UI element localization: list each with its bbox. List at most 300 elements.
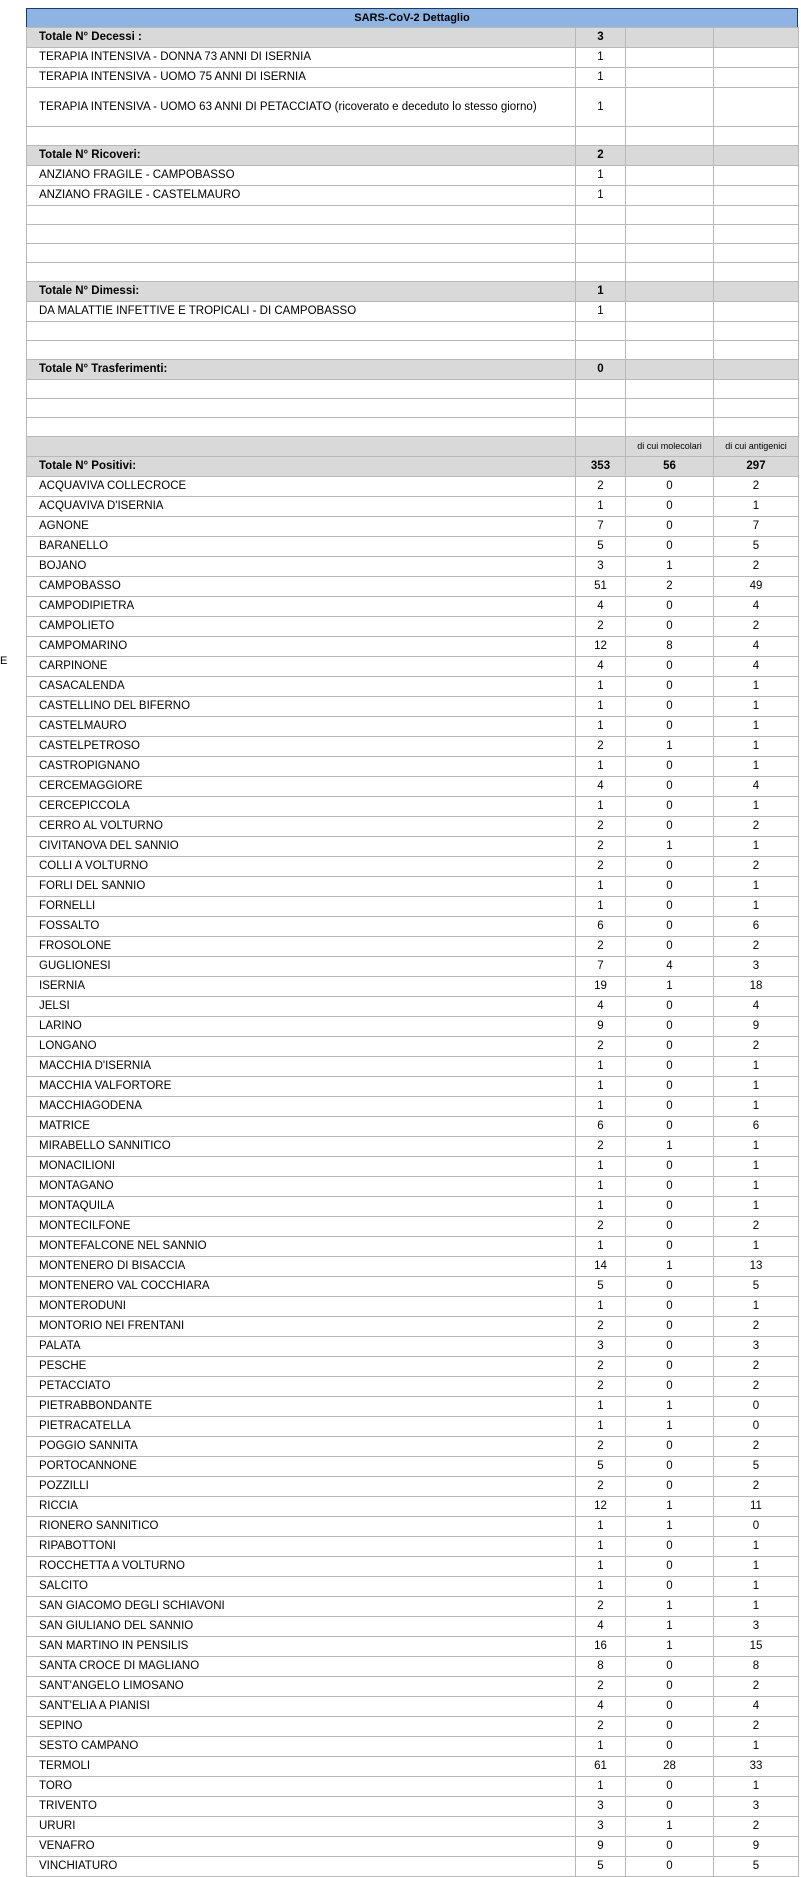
row-antigenici: [714, 302, 799, 322]
row-molecolari: 8: [626, 637, 714, 657]
row-label: Totale N° Positivi:: [27, 457, 576, 477]
row-label: MONTECILFONE: [27, 1217, 576, 1237]
comune-row: [27, 1497, 799, 1517]
row-label: PETACCIATO: [27, 1377, 576, 1397]
row-molecolari: 1: [626, 1617, 714, 1637]
ricoveri-header: [27, 146, 799, 166]
row-antigenici: 2: [714, 617, 799, 637]
row-antigenici: [714, 282, 799, 302]
row-molecolari: 0: [626, 777, 714, 797]
row-antigenici: 9: [714, 1837, 799, 1857]
row-molecolari: [626, 88, 714, 127]
row-molecolari: 0: [626, 857, 714, 877]
row-label: PIETRABBONDANTE: [27, 1397, 576, 1417]
row-antigenici: 4: [714, 777, 799, 797]
row-label: [27, 244, 576, 263]
row-total: 2: [576, 1037, 626, 1057]
comune-row: [27, 1197, 799, 1217]
row-total: 12: [576, 637, 626, 657]
row-molecolari: 0: [626, 817, 714, 837]
row-label: MONTERODUNI: [27, 1297, 576, 1317]
row-molecolari: 0: [626, 597, 714, 617]
row-total: 3: [576, 557, 626, 577]
row-molecolari: 0: [626, 1077, 714, 1097]
comune-row: [27, 1437, 799, 1457]
row-antigenici: [714, 341, 799, 360]
row-antigenici: 18: [714, 977, 799, 997]
comune-row: [27, 1117, 799, 1137]
row-antigenici: 2: [714, 1317, 799, 1337]
row-total: 1: [576, 166, 626, 186]
row-total: 3: [576, 1817, 626, 1837]
row-molecolari: 0: [626, 1777, 714, 1797]
row-label: PIETRACATELLA: [27, 1417, 576, 1437]
row-label: Totale N° Ricoveri:: [27, 146, 576, 166]
row-total: 2: [576, 1137, 626, 1157]
row-antigenici: 1: [714, 1137, 799, 1157]
comune-row: [27, 1397, 799, 1417]
row-molecolari: 0: [626, 1297, 714, 1317]
row-antigenici: [714, 263, 799, 282]
row-molecolari: 0: [626, 1697, 714, 1717]
row-label: DA MALATTIE INFETTIVE E TROPICALI - DI CAMPOBASSO: [27, 302, 576, 322]
row-molecolari: 0: [626, 1337, 714, 1357]
row-total: 1: [576, 1057, 626, 1077]
row-total: [576, 127, 626, 146]
row-antigenici: 1: [714, 737, 799, 757]
empty-row: [27, 206, 799, 225]
row-antigenici: 2: [714, 1217, 799, 1237]
row-label: RIONERO SANNITICO: [27, 1517, 576, 1537]
row-label: CASTELLINO DEL BIFERNO: [27, 697, 576, 717]
row-antigenici: 1: [714, 1177, 799, 1197]
row-molecolari: [626, 302, 714, 322]
row-label: [27, 322, 576, 341]
row-label: MONTAGANO: [27, 1177, 576, 1197]
row-total: 2: [576, 1717, 626, 1737]
row-antigenici: [714, 88, 799, 127]
decesso-item: [27, 88, 799, 127]
row-total: 1: [576, 48, 626, 68]
row-label: LARINO: [27, 1017, 576, 1037]
row-molecolari: 0: [626, 757, 714, 777]
row-label: POGGIO SANNITA: [27, 1437, 576, 1457]
row-antigenici: 1: [714, 1297, 799, 1317]
row-antigenici: 1: [714, 1597, 799, 1617]
row-antigenici: 1: [714, 1057, 799, 1077]
row-total: 6: [576, 1117, 626, 1137]
row-molecolari: 0: [626, 697, 714, 717]
comune-row: [27, 1217, 799, 1237]
row-total: 1: [576, 1297, 626, 1317]
row-molecolari: [626, 225, 714, 244]
row-label: [27, 263, 576, 282]
row-antigenici: 4: [714, 997, 799, 1017]
row-total: 1: [576, 1197, 626, 1217]
comune-row: [27, 677, 799, 697]
comune-row: [27, 1337, 799, 1357]
row-antigenici: 4: [714, 1697, 799, 1717]
row-label: SAN MARTINO IN PENSILIS: [27, 1637, 576, 1657]
row-molecolari: 0: [626, 1217, 714, 1237]
row-molecolari: 0: [626, 717, 714, 737]
row-label: CASACALENDA: [27, 677, 576, 697]
row-total: 7: [576, 517, 626, 537]
row-total: 1: [576, 717, 626, 737]
row-total: 2: [576, 837, 626, 857]
row-total: 12: [576, 1497, 626, 1517]
row-label: [27, 380, 576, 399]
row-total: 5: [576, 1457, 626, 1477]
row-label: URURI: [27, 1817, 576, 1837]
row-label: Totale N° Decessi :: [27, 28, 576, 48]
row-label: CERRO AL VOLTURNO: [27, 817, 576, 837]
row-antigenici: 1: [714, 1157, 799, 1177]
row-molecolari: [626, 244, 714, 263]
row-molecolari: 0: [626, 877, 714, 897]
row-molecolari: 0: [626, 537, 714, 557]
row-antigenici: 1: [714, 677, 799, 697]
row-antigenici: 2: [714, 1817, 799, 1837]
row-label: TERAPIA INTENSIVA - UOMO 63 ANNI DI PETACCIATO (ricoverato e deceduto lo stesso giorno): [27, 88, 576, 127]
row-total: 1: [576, 1097, 626, 1117]
row-antigenici: 1: [714, 1737, 799, 1757]
row-antigenici: 297: [714, 457, 799, 477]
row-total: 2: [576, 737, 626, 757]
comune-row: [27, 1857, 799, 1877]
comune-row: [27, 1477, 799, 1497]
row-total: [576, 418, 626, 437]
row-antigenici: 1: [714, 837, 799, 857]
row-antigenici: 1: [714, 1197, 799, 1217]
row-total: 61: [576, 1757, 626, 1777]
row-molecolari: 1: [626, 1417, 714, 1437]
row-total: 6: [576, 917, 626, 937]
row-label: ANZIANO FRAGILE - CASTELMAURO: [27, 186, 576, 206]
row-label: SAN GIACOMO DEGLI SCHIAVONI: [27, 1597, 576, 1617]
row-label: FORLI DEL SANNIO: [27, 877, 576, 897]
row-molecolari: 0: [626, 1037, 714, 1057]
row-antigenici: [714, 146, 799, 166]
decesso-item: [27, 68, 799, 88]
row-label: LONGANO: [27, 1037, 576, 1057]
row-label: [27, 437, 576, 457]
row-total: 2: [576, 1317, 626, 1337]
row-molecolari: 0: [626, 937, 714, 957]
row-total: 3: [576, 1797, 626, 1817]
comune-row: [27, 1297, 799, 1317]
comune-row: [27, 1597, 799, 1617]
comune-row: [27, 1697, 799, 1717]
comune-row: [27, 1057, 799, 1077]
comune-row: [27, 617, 799, 637]
row-total: 1: [576, 697, 626, 717]
row-molecolari: 0: [626, 1577, 714, 1597]
row-antigenici: 11: [714, 1497, 799, 1517]
row-total: 1: [576, 797, 626, 817]
comune-row: [27, 1517, 799, 1537]
empty-row: [27, 418, 799, 437]
row-molecolari: 0: [626, 1097, 714, 1117]
comune-row: [27, 1777, 799, 1797]
row-label: MONTAQUILA: [27, 1197, 576, 1217]
row-antigenici: [714, 322, 799, 341]
row-total: 2: [576, 1677, 626, 1697]
row-label: Totale N° Dimessi:: [27, 282, 576, 302]
empty-row: [27, 322, 799, 341]
row-total: 2: [576, 937, 626, 957]
row-total: 5: [576, 1277, 626, 1297]
row-molecolari: 56: [626, 457, 714, 477]
row-label: POZZILLI: [27, 1477, 576, 1497]
row-total: 2: [576, 1437, 626, 1457]
empty-row: [27, 341, 799, 360]
row-total: 3: [576, 28, 626, 48]
row-antigenici: 1: [714, 757, 799, 777]
row-antigenici: 0: [714, 1417, 799, 1437]
row-total: [576, 244, 626, 263]
row-antigenici: 2: [714, 477, 799, 497]
comune-row: [27, 637, 799, 657]
row-antigenici: 6: [714, 1117, 799, 1137]
row-label: [27, 341, 576, 360]
row-molecolari: 1: [626, 1597, 714, 1617]
row-molecolari: 0: [626, 1357, 714, 1377]
row-antigenici: [714, 127, 799, 146]
row-total: 2: [576, 857, 626, 877]
row-antigenici: 3: [714, 957, 799, 977]
row-antigenici: 3: [714, 1797, 799, 1817]
row-antigenici: 3: [714, 1337, 799, 1357]
comune-row: [27, 517, 799, 537]
row-label: ANZIANO FRAGILE - CAMPOBASSO: [27, 166, 576, 186]
row-label: CASTELPETROSO: [27, 737, 576, 757]
comune-row: [27, 757, 799, 777]
row-antigenici: 1: [714, 797, 799, 817]
row-total: [576, 380, 626, 399]
row-label: CAMPOLIETO: [27, 617, 576, 637]
row-molecolari: 0: [626, 677, 714, 697]
row-antigenici: 2: [714, 1717, 799, 1737]
comune-row: [27, 1577, 799, 1597]
row-antigenici: 5: [714, 1457, 799, 1477]
row-molecolari: 1: [626, 557, 714, 577]
row-antigenici: [714, 206, 799, 225]
row-label: FOSSALTO: [27, 917, 576, 937]
row-molecolari: 2: [626, 577, 714, 597]
row-total: 5: [576, 1857, 626, 1877]
row-label: TERMOLI: [27, 1757, 576, 1777]
row-total: 1: [576, 186, 626, 206]
row-molecolari: 0: [626, 1557, 714, 1577]
row-total: 9: [576, 1837, 626, 1857]
comune-row: [27, 937, 799, 957]
row-total: 1: [576, 757, 626, 777]
comune-row: [27, 537, 799, 557]
row-label: CAMPOMARINO: [27, 637, 576, 657]
row-molecolari: 0: [626, 617, 714, 637]
row-molecolari: 0: [626, 1157, 714, 1177]
row-antigenici: 1: [714, 897, 799, 917]
row-total: 2: [576, 1597, 626, 1617]
row-molecolari: [626, 127, 714, 146]
row-molecolari: 0: [626, 517, 714, 537]
row-total: 9: [576, 1017, 626, 1037]
row-molecolari: 0: [626, 1177, 714, 1197]
row-label: VINCHIATURO: [27, 1857, 576, 1877]
row-label: ISERNIA: [27, 977, 576, 997]
comune-row: [27, 1317, 799, 1337]
row-molecolari: 1: [626, 977, 714, 997]
row-molecolari: 0: [626, 497, 714, 517]
row-total: 1: [576, 1557, 626, 1577]
row-total: 1: [576, 1777, 626, 1797]
comune-row: [27, 917, 799, 937]
row-total: 7: [576, 957, 626, 977]
row-antigenici: 1: [714, 697, 799, 717]
row-molecolari: 0: [626, 1197, 714, 1217]
row-antigenici: 1: [714, 1577, 799, 1597]
comune-row: [27, 697, 799, 717]
row-total: [576, 437, 626, 457]
row-total: [576, 225, 626, 244]
row-molecolari: 0: [626, 1437, 714, 1457]
row-molecolari: [626, 418, 714, 437]
row-label: MONACILIONI: [27, 1157, 576, 1177]
row-molecolari: 1: [626, 1497, 714, 1517]
row-total: 2: [576, 1217, 626, 1237]
row-total: 19: [576, 977, 626, 997]
row-molecolari: 0: [626, 917, 714, 937]
row-antigenici: 4: [714, 657, 799, 677]
comune-row: [27, 877, 799, 897]
row-antigenici: 4: [714, 637, 799, 657]
row-antigenici: 0: [714, 1517, 799, 1537]
row-molecolari: 0: [626, 797, 714, 817]
row-label: BARANELLO: [27, 537, 576, 557]
empty-row: [27, 244, 799, 263]
comune-row: [27, 857, 799, 877]
row-label: BOJANO: [27, 557, 576, 577]
row-label: TERAPIA INTENSIVA - UOMO 75 ANNI DI ISERNIA: [27, 68, 576, 88]
positivi-total: [27, 457, 799, 477]
comune-row: [27, 1617, 799, 1637]
row-total: 1: [576, 897, 626, 917]
row-label: [27, 399, 576, 418]
row-total: 1: [576, 68, 626, 88]
row-label: SAN GIULIANO DEL SANNIO: [27, 1617, 576, 1637]
row-label: SANTA CROCE DI MAGLIANO: [27, 1657, 576, 1677]
row-label: RIPABOTTONI: [27, 1537, 576, 1557]
row-antigenici: 33: [714, 1757, 799, 1777]
row-molecolari: 0: [626, 657, 714, 677]
row-molecolari: 0: [626, 1057, 714, 1077]
comune-row: [27, 817, 799, 837]
row-total: 51: [576, 577, 626, 597]
row-antigenici: 1: [714, 1557, 799, 1577]
row-molecolari: 0: [626, 1117, 714, 1137]
row-label: CIVITANOVA DEL SANNIO: [27, 837, 576, 857]
row-antigenici: 1: [714, 1077, 799, 1097]
row-total: 1: [576, 1157, 626, 1177]
row-molecolari: 0: [626, 1677, 714, 1697]
comune-row: [27, 657, 799, 677]
row-molecolari: [626, 360, 714, 380]
row-label: CARPINONE: [27, 657, 576, 677]
comune-row: [27, 797, 799, 817]
row-label: FROSOLONE: [27, 937, 576, 957]
comune-row: [27, 897, 799, 917]
row-label: CAMPOBASSO: [27, 577, 576, 597]
row-molecolari: 1: [626, 1137, 714, 1157]
row-total: [576, 322, 626, 341]
row-molecolari: 0: [626, 1537, 714, 1557]
empty-row: [27, 263, 799, 282]
row-total: 1: [576, 1517, 626, 1537]
comune-row: [27, 957, 799, 977]
comune-row: [27, 977, 799, 997]
comune-row: [27, 777, 799, 797]
comune-row: [27, 1077, 799, 1097]
row-antigenici: 13: [714, 1257, 799, 1277]
row-molecolari: [626, 166, 714, 186]
comune-row: [27, 577, 799, 597]
detail-table: [26, 27, 799, 1877]
row-antigenici: 2: [714, 1677, 799, 1697]
row-molecolari: 0: [626, 1277, 714, 1297]
decesso-item: [27, 48, 799, 68]
row-total: 2: [576, 817, 626, 837]
comune-row: [27, 1137, 799, 1157]
row-antigenici: 9: [714, 1017, 799, 1037]
row-antigenici: 49: [714, 577, 799, 597]
row-total: 2: [576, 1377, 626, 1397]
row-antigenici: 1: [714, 877, 799, 897]
row-antigenici: 1: [714, 1237, 799, 1257]
comune-row: [27, 497, 799, 517]
row-molecolari: 0: [626, 1717, 714, 1737]
row-total: 2: [576, 477, 626, 497]
row-label: AGNONE: [27, 517, 576, 537]
row-molecolari: 1: [626, 1397, 714, 1417]
row-antigenici: 1: [714, 497, 799, 517]
row-label: MONTORIO NEI FRENTANI: [27, 1317, 576, 1337]
comune-row: [27, 1237, 799, 1257]
row-antigenici: 15: [714, 1637, 799, 1657]
comune-row: [27, 1677, 799, 1697]
row-label: CERCEPICCOLA: [27, 797, 576, 817]
decessi-header: [27, 28, 799, 48]
row-total: 2: [576, 1477, 626, 1497]
comune-row: [27, 1377, 799, 1397]
row-antigenici: 4: [714, 597, 799, 617]
row-label: MONTENERO VAL COCCHIARA: [27, 1277, 576, 1297]
row-molecolari: [626, 48, 714, 68]
comune-row: [27, 1357, 799, 1377]
row-total: 1: [576, 677, 626, 697]
row-label: ACQUAVIVA D'ISERNIA: [27, 497, 576, 517]
row-label: [27, 127, 576, 146]
row-total: 1: [576, 877, 626, 897]
row-total: [576, 399, 626, 418]
dimessi-header: [27, 282, 799, 302]
row-antigenici: [714, 225, 799, 244]
row-molecolari: 0: [626, 1657, 714, 1677]
comune-row: [27, 1457, 799, 1477]
row-antigenici: 7: [714, 517, 799, 537]
row-total: 1: [576, 1737, 626, 1757]
row-total: 4: [576, 1617, 626, 1637]
